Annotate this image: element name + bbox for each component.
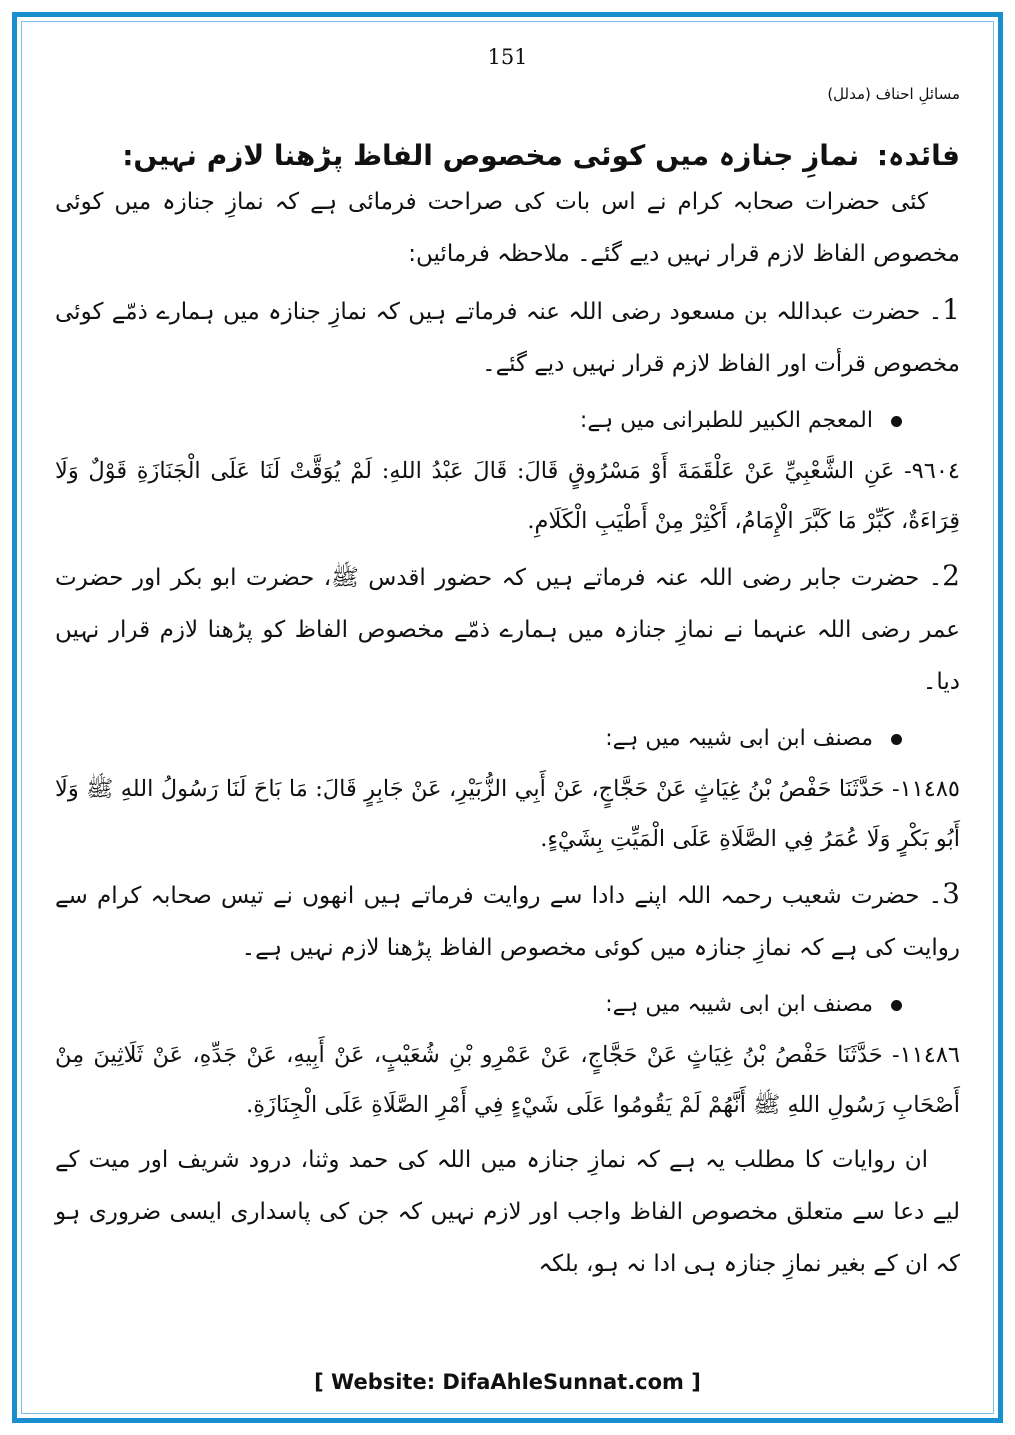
point-3-source: [55, 980, 960, 1030]
point-1-text: ۔ حضرت عبداللہ بن مسعود رضی اللہ عنہ فرماتے ہیں کہ نمازِ جنازہ میں ہمارے ذمّے کوئی مخصوص قرأت اور الفاظ لازم قرار نہیں دیے گئے۔: [55, 299, 960, 377]
point-1-number: 1: [942, 293, 960, 326]
point-3-arabic: ١١٤٨٦- حَدَّثَنَا حَفْصُ بْنُ غِيَاثٍ عَنْ حَجَّاجٍ، عَنْ عَمْرِو بْنِ شُعَيْبٍ، عَنْ أَبِيهِ، عَنْ جَدِّهِ، عَنْ ثَلَاثِينَ مِنْ أَصْحَابِ رَسُولِ اللهِ ﷺ أَنَّهُمْ لَمْ يَقُومُوا عَلَى شَيْءٍ فِي أَمْرِ الصَّلَاةِ عَلَى الْجِنَازَةِ.: [55, 1042, 960, 1118]
bullet-icon: [891, 416, 902, 427]
bullet-icon: [891, 1000, 902, 1011]
page-number: 151: [487, 45, 528, 69]
point-1-source-text: المعجم الکبیر للطبرانی میں ہے:: [579, 408, 873, 433]
point-1-paragraph: [55, 284, 960, 390]
point-2-source-text: مصنف ابن ابی شیبہ میں ہے:: [605, 726, 873, 751]
point-3-number: 3: [942, 877, 960, 910]
heading-lead: فائدہ:: [876, 139, 960, 172]
point-1-source: [55, 396, 960, 446]
section-heading: [55, 139, 960, 172]
website-footer: [ Website: DifaAhleSunnat.com ]: [314, 1370, 701, 1394]
point-2-arabic: ١١٤٨٥- حَدَّثَنَا حَفْصُ بْنُ غِيَاثٍ عَنْ حَجَّاجٍ، عَنْ أَبِي الزُّبَيْرِ، عَنْ جَابِرٍ قَالَ: مَا بَاحَ لَنَا رَسُولُ اللهِ ﷺ وَلَا أَبُو بَكْرٍ وَلَا عُمَرُ فِي الصَّلَاةِ عَلَى الْمَيِّتِ بِشَيْءٍ.: [55, 776, 960, 852]
point-2-text: ۔ حضرت جابر رضی اللہ عنہ فرماتے ہیں کہ حضور اقدس ﷺ، حضرت ابو بکر اور حضرت عمر رضی اللہ عنہما نے نمازِ جنازہ میں ہمارے ذمّے مخصوص الفاظ کو پڑھنا لازم قرار نہیں دیا۔: [55, 565, 960, 695]
point-3-text: ۔ حضرت شعیب رحمہ اللہ اپنے دادا سے روایت فرماتے ہیں انھوں نے تیس صحابہ کرام سے روایت کی ہے کہ نمازِ جنازہ میں کوئی مخصوص الفاظ پڑھنا لازم نہیں ہے۔: [55, 883, 960, 961]
point-1-arabic: ٩٦٠٤- عَنِ الشَّعْبِيِّ عَنْ عَلْقَمَةَ أَوْ مَسْرُوقٍ قَالَ: قَالَ عَبْدُ اللهِ: لَمْ يُوَقَّتْ لَنَا عَلَى الْجَنَازَةِ قَوْلٌ وَلَا قِرَاءَةٌ، كَبِّرْ مَا كَبَّرَ الْإِمَامُ، أَكْثِرْ مِنْ أَطْيَبِ الْكَلَامِ.: [55, 458, 960, 534]
page-frame: [12, 12, 1003, 1423]
point-3-paragraph: [55, 868, 960, 974]
running-header: مسائلِ احناف (مدلل): [827, 85, 960, 103]
point-2-source: [55, 714, 960, 764]
point-3-source-text: مصنف ابن ابی شیبہ میں ہے:: [605, 992, 873, 1017]
page-content: [55, 37, 960, 1290]
intro-paragraph: کئی حضرات صحابہ کرام نے اس بات کی صراحت فرمائی ہے کہ نمازِ جنازہ میں کوئی مخصوص الفاظ لازم قرار نہیں دیے گئے۔ ملاحظہ فرمائیں:: [55, 189, 960, 267]
point-2-paragraph: [55, 550, 960, 708]
conclusion-paragraph: ان روایات کا مطلب یہ ہے کہ نمازِ جنازہ میں اللہ کی حمد وثنا، درود شریف اور میت کے لیے دعا سے متعلق مخصوص الفاظ واجب اور لازم نہیں کہ جن کی پاسداری ایسی ضروری ہو کہ ان کے بغیر نمازِ جنازہ ہی ادا نہ ہو، بلکہ: [55, 1147, 960, 1277]
point-2-number: 2: [942, 559, 960, 592]
heading-text: نمازِ جنازہ میں کوئی مخصوص الفاظ پڑھنا لازم نہیں:: [122, 139, 860, 172]
bullet-icon: [891, 734, 902, 745]
